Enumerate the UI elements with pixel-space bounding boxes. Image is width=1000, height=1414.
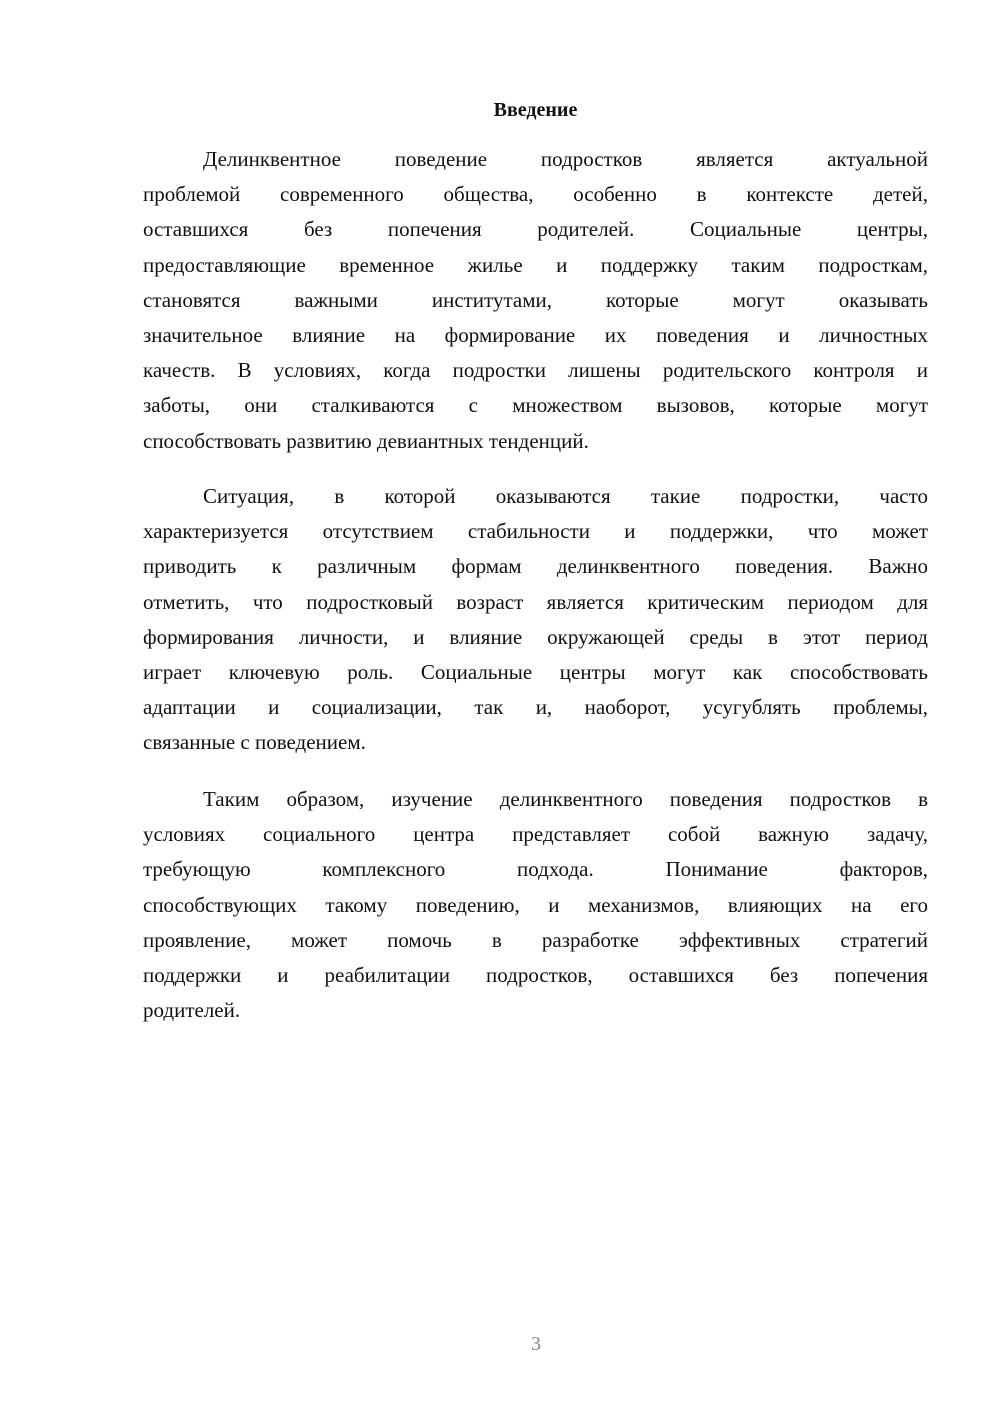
paragraph — [143, 782, 928, 1028]
text-line: способствующих такому поведению, и механизмов, влияющих на его — [143, 892, 928, 917]
text-line: проблемой современного общества, особенно в контексте детей, — [143, 182, 928, 207]
text-line: условиях социального центра представляет собой важную задачу, — [143, 822, 928, 847]
text-line: характеризуется отсутствием стабильности и поддержки, что может — [143, 519, 928, 544]
text-line: способствовать развитию девиантных тенденций. — [143, 428, 589, 453]
text-line: отметить, что подростковый возраст является критическим периодом для — [143, 589, 928, 614]
text-line: Таким образом, изучение делинквентного поведения подростков в — [203, 787, 928, 811]
text-line: проявление, может помочь в разработке эффективных стратегий — [143, 927, 928, 952]
text-line: Делинквентное поведение подростков является актуальной — [203, 147, 928, 171]
text-line: значительное влияние на формирование их поведения и личностных — [143, 322, 928, 347]
paragraph — [143, 479, 928, 761]
section-heading: Введение — [493, 99, 578, 121]
text-line: становятся важными институтами, которые могут оказывать — [143, 287, 928, 312]
text-line: качеств. В условиях, когда подростки лишены родительского контроля и — [143, 358, 928, 383]
text-line: Ситуация, в которой оказываются такие подростки, часто — [203, 484, 928, 508]
text-line: формирования личности, и влияние окружающей среды в этот период — [143, 624, 928, 649]
text-line: играет ключевую роль. Социальные центры могут как способствовать — [143, 659, 928, 684]
text-line: родителей. — [143, 998, 241, 1023]
page-number: 3 — [531, 1333, 541, 1355]
text-line: поддержки и реабилитации подростков, оставшихся без попечения — [143, 962, 928, 987]
paragraph — [143, 142, 928, 459]
text-line: предоставляющие временное жилье и поддержку таким подросткам, — [143, 252, 928, 277]
text-line: адаптации и социализации, так и, наоборот, усугублять проблемы, — [143, 695, 928, 720]
text-line: заботы, они сталкиваются с множеством вызовов, которые могут — [143, 393, 928, 418]
text-line: приводить к различным формам делинквентного поведения. Важно — [143, 554, 928, 579]
text-line: связанные с поведением. — [143, 730, 366, 755]
text-line: оставшихся без попечения родителей. Социальные центры, — [143, 217, 928, 242]
text-line: требующую комплексного подхода. Понимание факторов, — [143, 857, 928, 882]
